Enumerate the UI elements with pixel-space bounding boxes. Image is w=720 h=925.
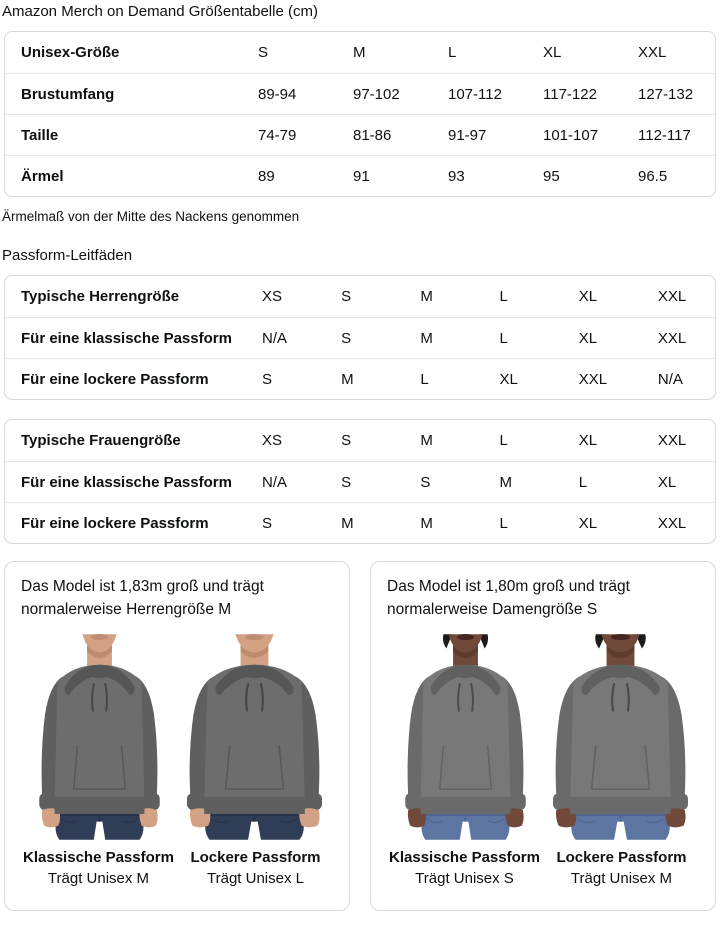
sleeve-measure-note: Ärmelmaß von der Mitte des Nackens genommen — [2, 209, 300, 224]
size-table-header-row — [5, 32, 715, 73]
table-row-typical-mens-size — [5, 276, 715, 317]
cell-value: S — [262, 514, 273, 532]
figure-caption-fit: Lockere Passform — [556, 849, 687, 866]
model-photos — [387, 634, 699, 840]
cell-value: M — [341, 370, 354, 388]
cell-value: 89-94 — [258, 85, 297, 103]
cell-value: L — [499, 432, 508, 449]
row-label: Taille — [21, 126, 59, 144]
cell-value: XL — [657, 473, 677, 491]
caption-classic-fit — [21, 847, 176, 889]
cell-value: N/A — [262, 473, 288, 491]
cell-value: S — [341, 288, 352, 305]
cell-value: M — [341, 514, 354, 532]
cell-value: M — [420, 329, 433, 347]
caption-loose-fit — [544, 847, 699, 889]
cell-value: S — [420, 473, 431, 491]
cell-value: 81-86 — [353, 126, 392, 144]
cell-value: 89 — [258, 167, 275, 185]
row-label: Für eine klassische Passform — [21, 473, 232, 491]
cell-value: 127-132 — [638, 85, 694, 103]
cell-value: XS — [262, 432, 283, 449]
figure-caption-size: Trägt Unisex M — [47, 870, 150, 887]
size-col-header: L — [448, 44, 457, 61]
row-label: Typische Herrengröße — [21, 288, 180, 305]
model-photos — [21, 634, 333, 840]
cell-value: S — [262, 370, 273, 388]
cell-value: 74-79 — [258, 126, 297, 144]
cell-value: XL — [578, 432, 598, 449]
row-label: Für eine lockere Passform — [21, 514, 209, 532]
table-row-classic-fit — [5, 317, 715, 358]
caption-classic-fit — [387, 847, 542, 889]
cell-value: 96.5 — [638, 167, 668, 185]
cell-value: M — [499, 473, 513, 491]
model-photo-loose-fit — [544, 634, 697, 840]
size-table-header-label: Unisex-Größe — [21, 44, 120, 61]
row-label: Brustumfang — [21, 85, 115, 103]
figure-captions — [21, 847, 333, 889]
cell-value: M — [420, 288, 433, 305]
cell-value: N/A — [262, 329, 288, 347]
figure-caption-size: Trägt Unisex M — [570, 870, 673, 887]
size-col-header: M — [353, 44, 366, 61]
cell-value: XXL — [657, 329, 687, 347]
cell-value: 117-122 — [543, 85, 597, 103]
figure-caption-size: Trägt Unisex S — [415, 870, 514, 887]
cell-value: 91-97 — [448, 126, 487, 144]
caption-loose-fit — [178, 847, 333, 889]
cell-value: L — [499, 514, 508, 532]
cell-value: XL — [578, 329, 598, 347]
table-row-typical-womens-size — [5, 420, 715, 461]
table-row-loose-fit — [5, 502, 715, 543]
cell-value: M — [420, 432, 433, 449]
table-row-waist — [5, 114, 715, 155]
cell-value: M — [420, 514, 433, 532]
figure-caption-fit: Klassische Passform — [389, 849, 540, 866]
figure-caption-fit: Lockere Passform — [190, 849, 321, 866]
cell-value: L — [578, 473, 588, 491]
cell-value: L — [499, 288, 508, 305]
cell-value: S — [341, 432, 352, 449]
cell-value: 101-107 — [543, 126, 599, 144]
cell-value: 93 — [448, 167, 465, 185]
page-title: Amazon Merch on Demand Größentabelle (cm) — [2, 3, 318, 20]
cell-value: L — [420, 370, 429, 388]
cell-value: 97-102 — [353, 85, 400, 103]
fit-guides-heading: Passform-Leitfäden — [2, 247, 133, 264]
row-label: Für eine lockere Passform — [21, 370, 209, 388]
cell-value: XS — [262, 288, 283, 305]
cell-value: XXL — [657, 432, 687, 449]
model-card-title: Das Model ist 1,83m groß und trägt normalerweise Herrengröße M — [21, 578, 264, 618]
cell-value: XXL — [657, 514, 687, 532]
model-card-women — [370, 561, 716, 911]
size-table — [4, 31, 716, 197]
model-photo-classic-fit — [389, 634, 542, 840]
cell-value: XL — [499, 370, 518, 388]
cell-value: XXL — [657, 288, 687, 305]
womens-fit-table — [4, 419, 716, 544]
table-row-classic-fit — [5, 461, 715, 502]
cell-value: S — [341, 329, 352, 347]
cell-value: L — [499, 329, 508, 347]
cell-value: 107-112 — [448, 85, 502, 103]
cell-value: XXL — [578, 370, 608, 388]
mens-fit-table — [4, 275, 716, 400]
size-col-header: XXL — [638, 44, 667, 61]
row-label: Für eine klassische Passform — [21, 329, 232, 347]
cell-value: S — [341, 473, 352, 491]
cell-value: 91 — [353, 167, 370, 185]
size-col-header: XL — [543, 44, 562, 61]
row-label: Ärmel — [21, 167, 64, 185]
table-row-sleeve — [5, 155, 715, 196]
cell-value: 112-117 — [638, 126, 691, 144]
figure-captions — [387, 847, 699, 889]
figure-caption-size: Trägt Unisex L — [207, 870, 304, 887]
model-photo-classic-fit — [23, 634, 176, 840]
size-col-header: S — [258, 44, 269, 61]
model-photo-loose-fit — [178, 634, 331, 840]
table-row-chest — [5, 73, 715, 114]
model-card-title: Das Model ist 1,80m groß und trägt normalerweise Damengröße S — [387, 578, 630, 618]
table-row-loose-fit — [5, 358, 715, 399]
cell-value: 95 — [543, 167, 560, 185]
cell-value: N/A — [657, 370, 683, 388]
cell-value: XL — [578, 514, 598, 532]
figure-caption-fit: Klassische Passform — [23, 849, 174, 866]
cell-value: XL — [578, 288, 598, 305]
model-card-men — [4, 561, 350, 911]
model-cards-row — [4, 561, 716, 911]
row-label: Typische Frauengröße — [21, 432, 181, 449]
